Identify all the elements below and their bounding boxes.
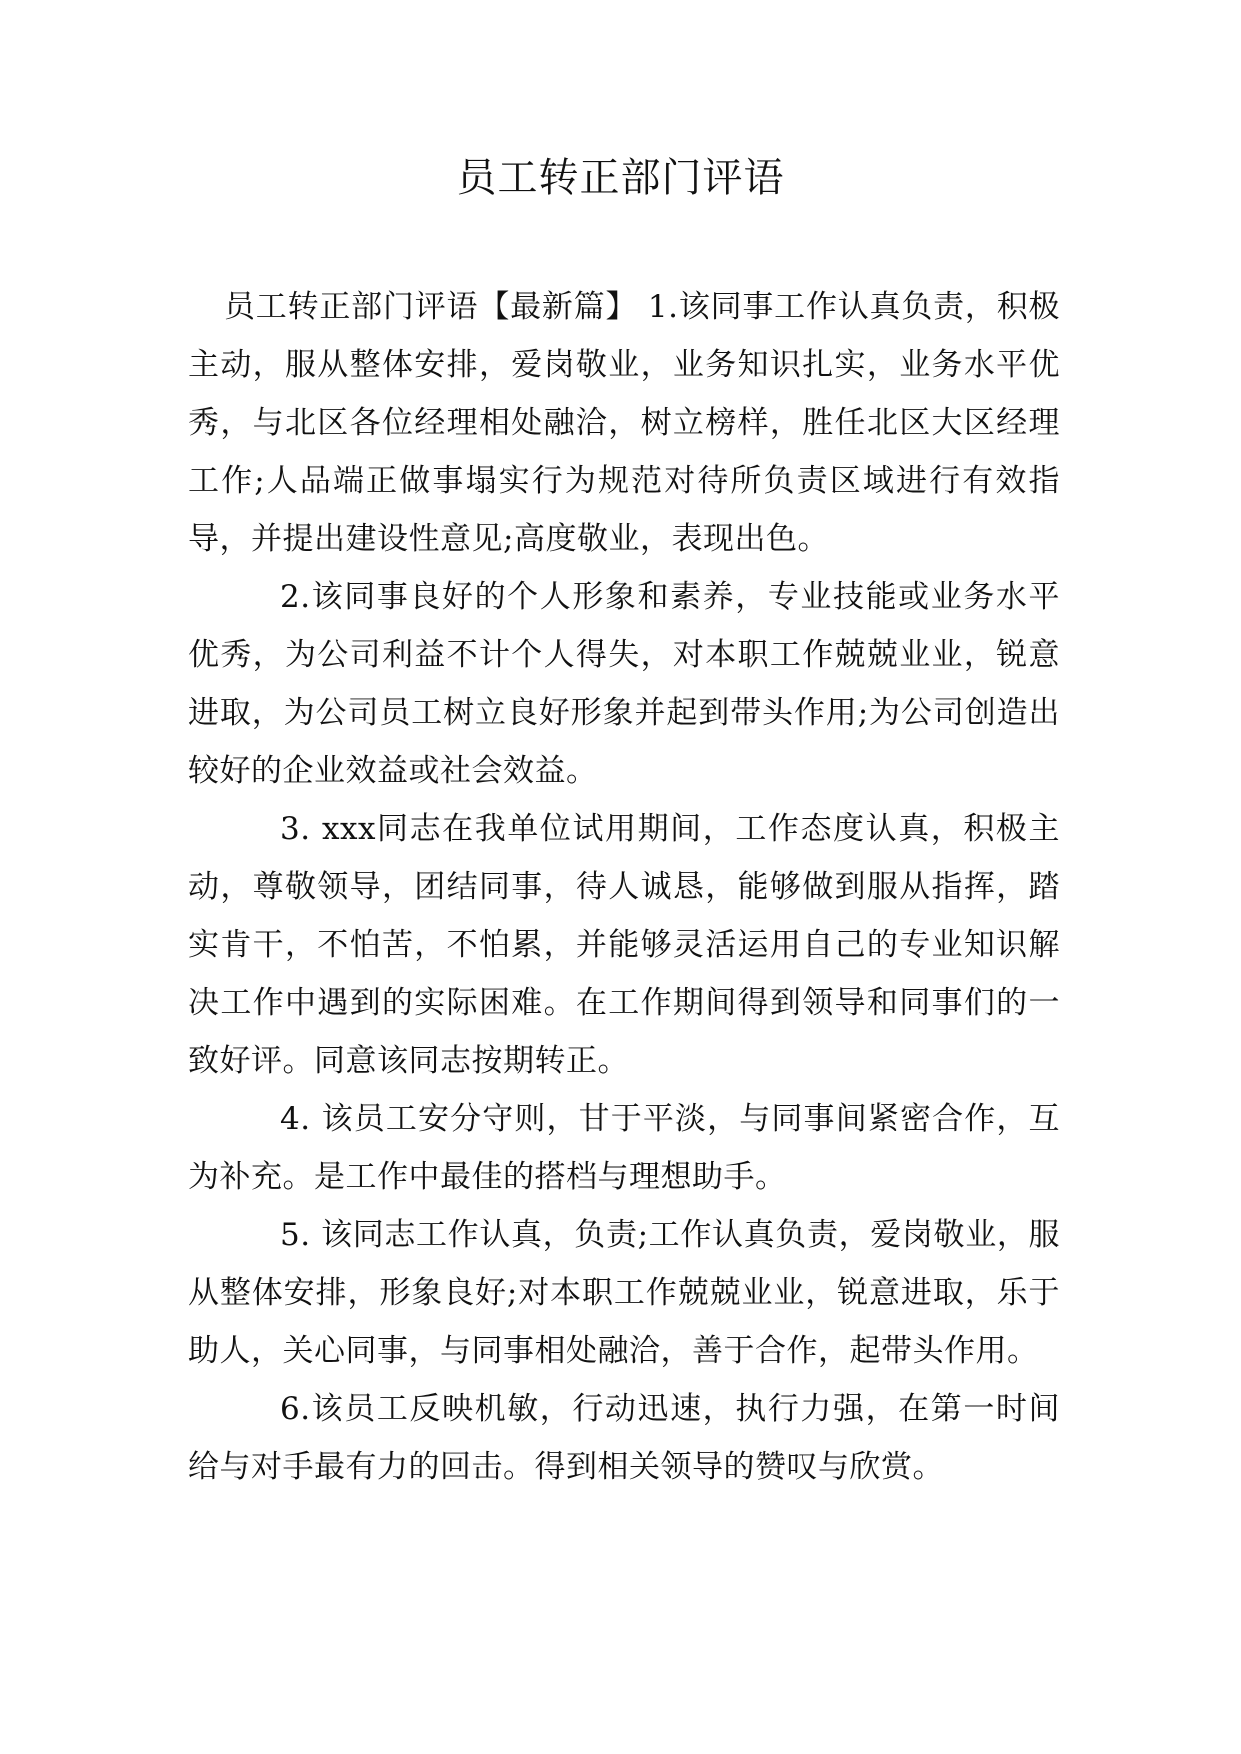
paragraph-5: 5. 该同志工作认真，负责;工作认真负责，爱岗敬业，服从整体安排，形象良好;对本职工作兢兢业业，锐意进取，乐于助人，关心同事，与同事相处融洽，善于合作，起带头作用。	[188, 1217, 1060, 1369]
document-body	[188, 278, 1060, 1496]
paragraph-2: 2.该同事良好的个人形象和素养，专业技能或业务水平优秀，为公司利益不计个人得失，对本职工作兢兢业业，锐意进取，为公司员工树立良好形象并起到带头作用;为公司创造出较好的企业效益或社会效益。	[188, 579, 1060, 789]
paragraph-intro-1: 员工转正部门评语【最新篇】 1.该同事工作认真负责，积极主动，服从整体安排，爱岗敬业，业务知识扎实，业务水平优秀，与北区各位经理相处融洽，树立榜样，胜任北区大区经理工作;人品端正做事塌实行为规范对待所负责区域进行有效指导，并提出建设性意见;高度敬业，表现出色。	[188, 289, 1060, 557]
document-title: 员工转正部门评语	[456, 155, 785, 201]
paragraph-3: 3. xxx同志在我单位试用期间，工作态度认真，积极主动，尊敬领导，团结同事，待人诚恳，能够做到服从指挥，踏实肯干，不怕苦，不怕累，并能够灵活运用自己的专业知识解决工作中遇到的实际困难。在工作期间得到领导和同事们的一致好评。同意该同志按期转正。	[188, 811, 1060, 1079]
paragraph-6: 6.该员工反映机敏，行动迅速，执行力强，在第一时间给与对手最有力的回击。得到相关领导的赞叹与欣赏。	[188, 1391, 1060, 1485]
paragraph-4: 4. 该员工安分守则，甘于平淡，与同事间紧密合作，互为补充。是工作中最佳的搭档与理想助手。	[188, 1101, 1060, 1195]
